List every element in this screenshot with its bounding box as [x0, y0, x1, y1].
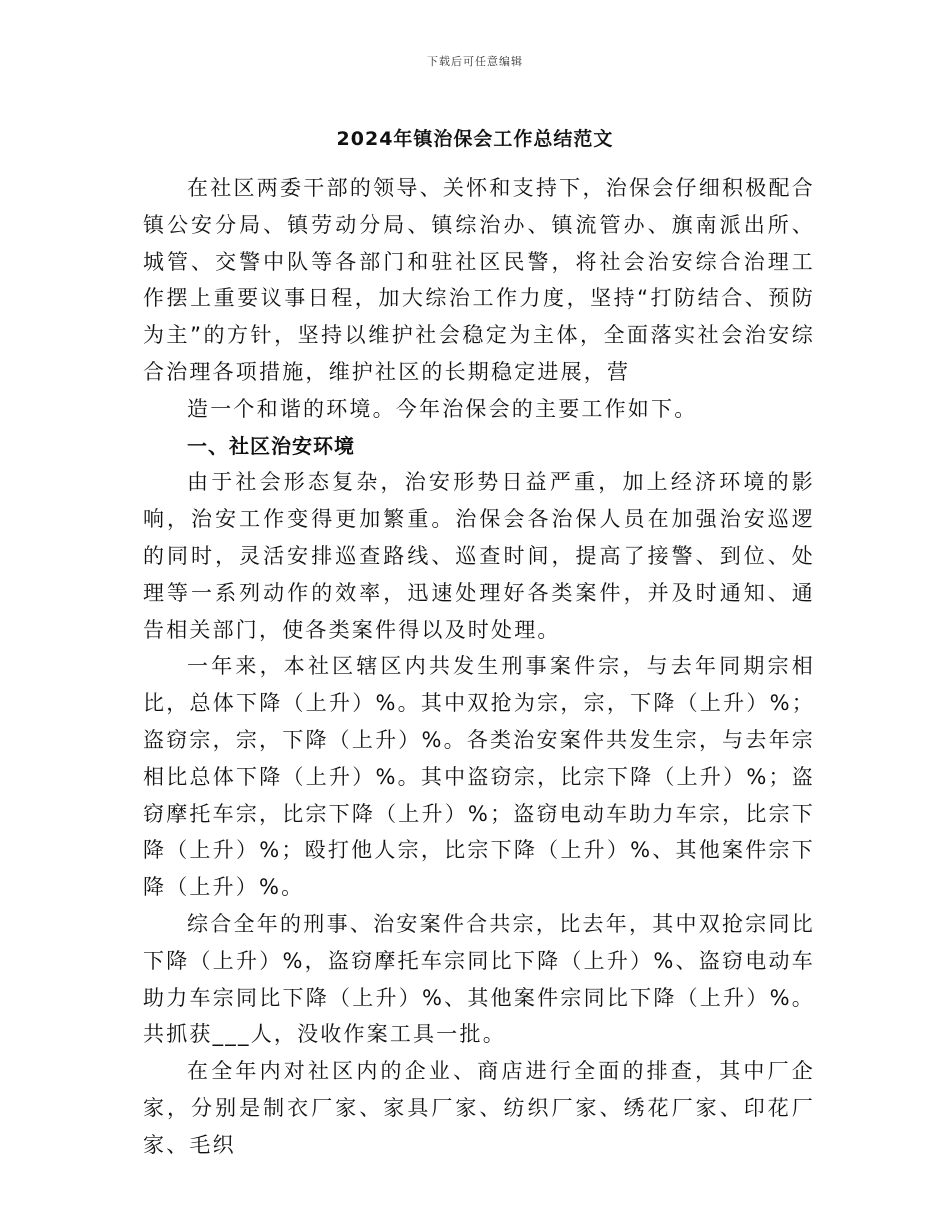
paragraph-annual-summary: 综合全年的刑事、治安案件合共宗，比去年，其中双抢宗同比下降（上升）%，盗窃摩托车宗同比下降（上升）%、盗窃电动车助力车宗同比下降（上升）%、其他案件宗同比下降（上升）%。共抓获___人，没收作案工具一批。: [143, 911, 815, 1047]
paragraph-security-situation: 由于社会形态复杂，治安形势日益严重，加上经济环境的影响，治安工作变得更加繁重。治保会各治保人员在加强治安巡逻的同时，灵活安排巡查路线、巡查时间，提高了接警、到位、处理等一系列动作的效率，迅速处理好各类案件，并及时通知、通告相关部门，使各类案件得以及时处理。: [143, 470, 815, 642]
paragraph-case-statistics: 一年来，本社区辖区内共发生刑事案件宗，与去年同期宗相比，总体下降（上升）%。其中双抢为宗，宗，下降（上升）%；盗窃宗，宗，下降（上升）%。各类治安案件共发生宗，与去年宗相比总体下降（上升）%。其中盗窃宗，比宗下降（上升）%；盗窃摩托车宗，比宗下降（上升）%；盗窃电动车助力车宗，比宗下降（上升）%；殴打他人宗，比宗下降（上升）%、其他案件宗下降（上升）%。: [143, 654, 815, 900]
header-note: 下载后可任意编辑: [427, 55, 523, 68]
paragraph-enterprise-inspection: 在全年内对社区内的企业、商店进行全面的排查，其中厂企家，分别是制衣厂家、家具厂家、纺织厂家、绣花厂家、印花厂家、毛织: [143, 1059, 815, 1157]
paragraph-intro: 在社区两委干部的领导、关怀和支持下，治保会仔细积极配合镇公安分局、镇劳动分局、镇综治办、镇流管办、旗南派出所、城管、交警中队等各部门和驻社区民警，将社会治安综合治理工作摆上重要议事日程，加大综治工作力度，坚持“打防结合、预防为主”的方针，坚持以维护社会稳定为主体，全面落实社会治安综合治理各项措施，维护社区的长期稳定进展，营: [143, 176, 815, 384]
document-body: [143, 170, 815, 1164]
document-title: 2024年镇治保会工作总结范文: [336, 128, 614, 150]
paragraph-intro-continued: 造一个和谐的环境。今年治保会的主要工作如下。: [187, 396, 698, 421]
section-heading-security-environment: 一、社区治安环境: [187, 433, 355, 458]
